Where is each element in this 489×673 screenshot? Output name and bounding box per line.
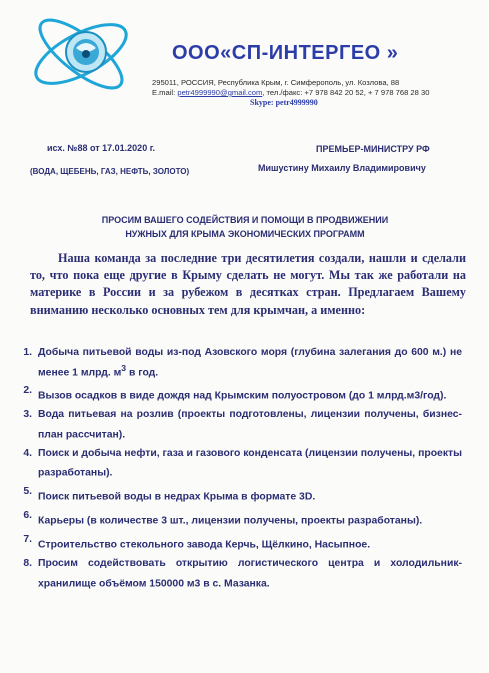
list-item-number: 4.: [23, 447, 32, 459]
recipient-title: ПРЕМЬЕР-МИНИСТРУ РФ: [316, 144, 430, 154]
phone-numbers: , тел./факс: +7 978 842 20 52, + 7 978 768 28 30: [262, 88, 430, 97]
list-item-number: 1.: [23, 347, 32, 358]
topics-list: [12, 346, 462, 596]
heading-line-2: НУЖНЫХ ДЛЯ КРЫМА ЭКОНОМИЧЕСКИХ ПРОГРАММ: [125, 229, 365, 239]
list-item-text: [38, 447, 462, 481]
list-item-number: 6.: [23, 510, 32, 522]
list-item-text: [38, 384, 462, 404]
letter-heading: [40, 213, 450, 241]
list-item: [12, 408, 462, 442]
list-item: [12, 346, 462, 380]
list-item: [12, 509, 462, 529]
list-item-text: [38, 509, 462, 529]
list-item: [12, 447, 462, 481]
list-item-text-main: Карьеры (в количестве 3 шт., лицензии получены, проекты разработаны).: [38, 515, 423, 527]
list-item-number: 3.: [23, 409, 32, 421]
list-item-text: [38, 557, 462, 591]
list-item-number: 7.: [23, 534, 32, 546]
email-label: E.mail:: [152, 88, 176, 97]
heading-line-1: ПРОСИМ ВАШЕГО СОДЕЙСТВИЯ И ПОМОЩИ В ПРОДВИЖЕНИИ: [101, 215, 389, 225]
list-item-text-main: Вода питьевая на розлив (проекты подготовлены, лицензии получены, бизнес-план рассчитан).: [38, 409, 462, 441]
list-item-text: [38, 408, 462, 442]
list-item-text-main: Добыча питьевой воды из-под Азовского моря (глубина залегания до 600 м.) не менее 1 млрд. м: [38, 347, 462, 378]
letter-tags: (ВОДА, ЩЕБЕНЬ, ГАЗ, НЕФТЬ, ЗОЛОТО): [30, 167, 190, 176]
company-contacts: [152, 88, 429, 97]
list-item-number: 8.: [23, 558, 32, 570]
letter-reference: исх. №88 от 17.01.2020 г.: [47, 143, 156, 153]
list-item-number: 5.: [23, 486, 32, 498]
list-item-text-tail: в год.: [126, 366, 159, 378]
list-item: [12, 533, 462, 553]
company-logo-icon: [26, 8, 136, 96]
list-item-number: 2.: [23, 385, 32, 397]
skype-contact: Skype: petr4999990: [250, 98, 318, 107]
company-name: ООО«СП-ИНТЕРГЕО »: [172, 42, 399, 64]
list-item-text: [38, 485, 462, 505]
list-item-text-main: Поиск питьевой воды в недрах Крыма в формате 3D.: [38, 491, 316, 503]
list-item-text-main: Поиск и добыча нефти, газа и газового конденсата (лицензии получены, проекты разработаны).: [38, 447, 462, 479]
list-item: [12, 384, 462, 404]
email-link[interactable]: petr4999990@gmail.com: [177, 88, 263, 97]
list-item: [12, 557, 462, 591]
list-item-text: [38, 346, 462, 380]
recipient-name: Мишустину Михаилу Владимировичу: [258, 163, 426, 173]
list-item-text-main: Просим содействовать открытию логистического центра и холодильник-хранилище объёмом 150000 м3 в с. Мазанка.: [38, 558, 462, 590]
list-item-text: [38, 533, 462, 553]
list-item-superscript: 3: [121, 362, 127, 373]
list-item-text-main: Вызов осадков в виде дождя над Крымским полуостровом (до 1 млрд.м3/год).: [38, 390, 447, 402]
list-item: [12, 485, 462, 505]
company-address: 295011, РОССИЯ, Республика Крым, г. Симферополь, ул. Козлова, 88: [152, 78, 400, 87]
list-item-text-main: Строительство стекольного завода Керчь, Щёлкино, Насыпное.: [38, 539, 371, 551]
intro-paragraph: Наша команда за последние три десятилетия создали, нашли и сделали то, что пока еще другие в Крыму сделать не могут. Мы так же работали на материке в России и за рубежом в десятках стран. Предлагаем Вашему вниманию несколько основных тем для крымчан, а именно:: [30, 251, 466, 317]
